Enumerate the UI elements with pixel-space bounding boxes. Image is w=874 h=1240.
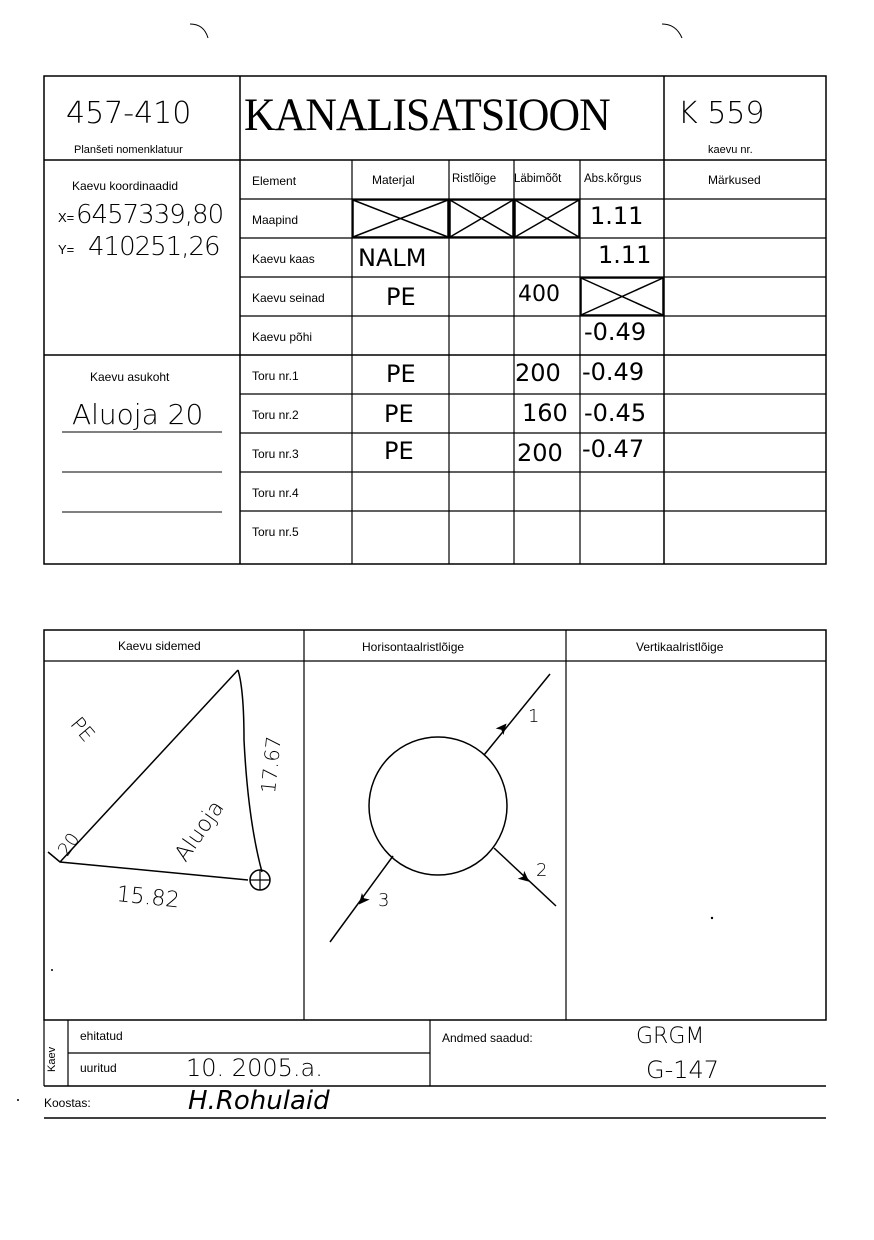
- pipe-2-label: 2: [536, 860, 548, 881]
- row-label-pipe-3: Toru nr.3: [252, 447, 299, 461]
- sketch-distance-1: 17.67: [256, 735, 286, 795]
- diameter-pipe-2: 160: [522, 399, 568, 427]
- pipe-1-label: 1: [528, 706, 540, 727]
- footer-compiled-value: H.Rohulaid: [188, 1086, 330, 1116]
- location-value: Aluoja 20: [72, 398, 204, 431]
- coordinate-x-value: 6457339,80: [76, 200, 224, 230]
- material-pipe-1: PE: [386, 360, 416, 388]
- abs-pipe-3: -0.47: [582, 435, 645, 463]
- header-notes: Märkused: [708, 173, 761, 187]
- diameter-pipe-1: 200: [515, 359, 561, 387]
- material-walls: PE: [386, 283, 416, 311]
- footer-compiled-label: Koostas:: [44, 1096, 91, 1110]
- header-element: Element: [252, 174, 297, 188]
- section-vertical-title: Vertikaalristlõige: [636, 640, 724, 654]
- pipe-3-label: 3: [378, 890, 390, 911]
- row-label-lid: Kaevu kaas: [252, 252, 315, 266]
- row-label-pipe-1: Toru nr.1: [252, 369, 299, 383]
- coordinate-x-prefix: X=: [58, 210, 75, 225]
- sketch-pe-label: PE: [65, 712, 100, 747]
- row-label-ground: Maapind: [252, 213, 299, 227]
- abs-pipe-2: -0.45: [584, 399, 647, 427]
- location-label: Kaevu asukoht: [90, 370, 170, 384]
- row-label-pipe-4: Toru nr.4: [252, 486, 299, 500]
- abs-bottom: -0.49: [584, 318, 647, 346]
- footer-built-label: ehitatud: [80, 1029, 123, 1043]
- footer-surveyed-value: 10. 2005.a.: [186, 1054, 323, 1082]
- well-number-value: K 559: [678, 96, 765, 131]
- footer-kaev-label: Kaev: [46, 1046, 58, 1072]
- map-sheet-value: 457-410: [66, 96, 192, 131]
- row-label-bottom: Kaevu põhi: [252, 330, 313, 344]
- material-lid: NALM: [358, 244, 427, 272]
- footer-surveyed-label: uuritud: [80, 1061, 117, 1075]
- footer-data-source-label: Andmed saadud:: [442, 1031, 533, 1045]
- row-label-pipe-2: Toru nr.2: [252, 408, 299, 422]
- row-label-walls: Kaevu seinad: [252, 291, 325, 305]
- header-abs-height: Abs.kõrgus: [584, 173, 642, 185]
- abs-lid: 1.11: [598, 241, 652, 269]
- abs-ground: 1.11: [590, 202, 644, 230]
- pipe-1-arrow-icon: ➤: [492, 717, 514, 739]
- footer-data-source-value-1: GRGM: [636, 1024, 705, 1049]
- section-links-title: Kaevu sidemed: [118, 639, 201, 653]
- map-sheet-label: Planšeti nomenklatuur: [74, 144, 183, 156]
- diameter-walls: 400: [518, 282, 560, 307]
- header-material: Materjal: [372, 173, 415, 187]
- coordinate-y-value: 410251,26: [88, 232, 220, 262]
- sketch-street-label: Aluoja: [170, 796, 230, 867]
- pipe-3-arrow-icon: ➤: [351, 889, 374, 911]
- sketch-distance-2: 15.82: [115, 882, 181, 914]
- header-diameter: Läbimõõt: [514, 173, 562, 185]
- diameter-pipe-3: 200: [517, 439, 563, 467]
- coordinate-y-prefix: Y=: [58, 242, 75, 257]
- material-pipe-2: PE: [384, 400, 414, 428]
- pipe-2-arrow-icon: ➤: [513, 867, 535, 890]
- section-horizontal-title: Horisontaalristlõige: [362, 640, 465, 654]
- row-label-pipe-5: Toru nr.5: [252, 525, 299, 539]
- sketch-corner-label: 20: [54, 829, 85, 861]
- footer-data-source-value-2: G-147: [646, 1056, 720, 1084]
- coordinates-label: Kaevu koordinaadid: [72, 179, 179, 193]
- well-number-label: kaevu nr.: [708, 144, 753, 156]
- material-pipe-3: PE: [384, 437, 414, 465]
- header-cross-section: Ristlõige: [452, 173, 497, 185]
- page-title: KANALISATSIOON: [244, 89, 610, 141]
- abs-pipe-1: -0.49: [582, 358, 645, 386]
